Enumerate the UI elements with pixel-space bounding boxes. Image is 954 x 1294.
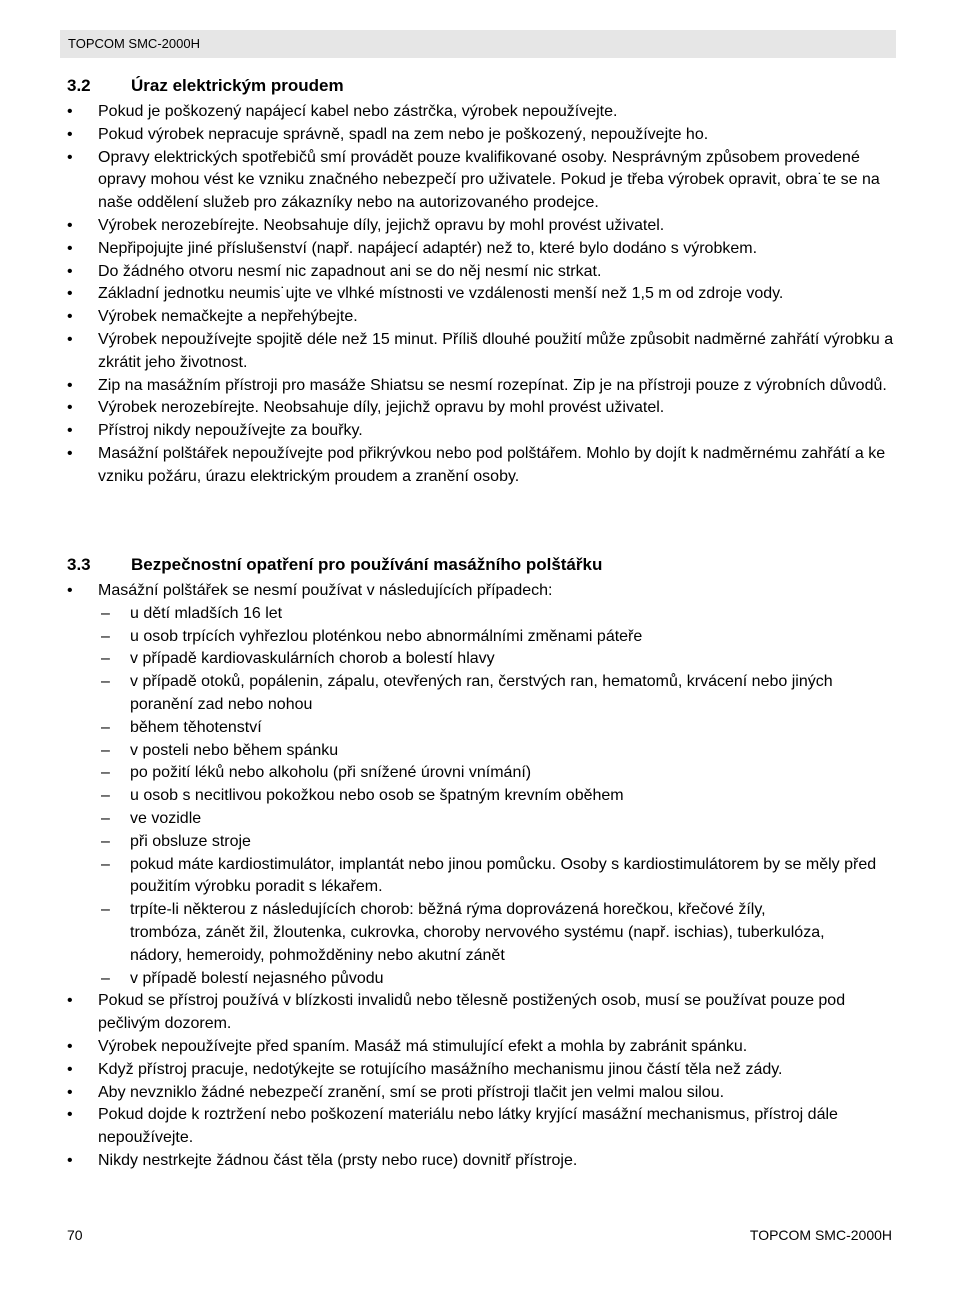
list-item: • Masážní polštářek nepoužívejte pod přikrývkou nebo pod polštářem. Mohlo by dojít k nadměrnému zahřátí a ke vzniku požáru, úrazu elektrickým proudem a zranění osoby. bbox=[67, 443, 897, 489]
sub-list-item: – v případě bolestí nejasného původu bbox=[98, 968, 897, 991]
section-3-2-list bbox=[67, 101, 897, 489]
list-item: • Pokud se přístroj používá v blízkosti invalidů nebo tělesně postižených osob, musí se používat pouze pod pečlivým dozorem. bbox=[67, 990, 897, 1036]
list-item: • Výrobek nerozebírejte. Neobsahuje díly, jejichž opravu by mohl provést uživatel. bbox=[67, 397, 897, 420]
section-number: 3.2 bbox=[67, 76, 91, 95]
list-item: • Aby nevzniklo žádné nebezpečí zranění, smí se proti přístroji tlačit jen velmi malou silou. bbox=[67, 1082, 897, 1105]
list-item: • Opravy elektrických spotřebičů smí provádět pouze kvalifikované osoby. Nesprávným způsobem provedené opravy mohou vést ke vzniku značného nebezpečí pro uživatele. Pokud je třeba výrobek opravit, obra˙te se na naše oddělení služeb pro zákazníky nebo na autorizovaného prodejce. bbox=[67, 147, 897, 215]
list-intro: Masážní polštářek se nesmí používat v následujících případech: bbox=[98, 582, 553, 599]
list-item bbox=[67, 580, 897, 990]
sub-list-item: – u dětí mladších 16 let bbox=[98, 603, 897, 626]
list-item: • Pokud je poškozený napájecí kabel nebo zástrčka, výrobek nepoužívejte. bbox=[67, 101, 897, 124]
list-item: • Pokud výrobek nepracuje správně, spadl na zem nebo je poškozený, nepoužívejte ho. bbox=[67, 124, 897, 147]
list-item: • Výrobek nerozebírejte. Neobsahuje díly, jejichž opravu by mohl provést uživatel. bbox=[67, 215, 897, 238]
sub-list-item: – během těhotenství bbox=[98, 717, 897, 740]
sub-list-item: – ve vozidle bbox=[98, 808, 897, 831]
sub-list-item: – v případě kardiovaskulárních chorob a bolestí hlavy bbox=[98, 648, 897, 671]
list-item: • Výrobek nepoužívejte před spaním. Masáž má stimulující efekt a mohla by zabránit spánku. bbox=[67, 1036, 897, 1059]
list-item: • Do žádného otvoru nesmí nic zapadnout ani se do něj nesmí nic strkat. bbox=[67, 261, 897, 284]
list-item: • Když přístroj pracuje, nedotýkejte se rotujícího masážního mechanismu jinou částí těla než zády. bbox=[67, 1059, 897, 1082]
sub-list-item: – po požití léků nebo alkoholu (při snížené úrovni vnímání) bbox=[98, 762, 897, 785]
sub-list-item: – u osob s necitlivou pokožkou nebo osob se špatným krevním oběhem bbox=[98, 785, 897, 808]
list-item: • Pokud dojde k roztržení nebo poškození materiálu nebo látky kryjící masážní mechanismus, přístroj dále nepoužívejte. bbox=[67, 1104, 897, 1150]
list-item: • Výrobek nemačkejte a nepřehýbejte. bbox=[67, 306, 897, 329]
list-item: • Zip na masážním přístroji pro masáže Shiatsu se nesmí rozepínat. Zip je na přístroji pouze z výrobních důvodů. bbox=[67, 375, 897, 398]
section-title: Bezpečnostní opatření pro používání masážního polštářku bbox=[131, 555, 603, 574]
section-number: 3.3 bbox=[67, 555, 91, 574]
page-header bbox=[60, 30, 896, 58]
footer-title: TOPCOM SMC-2000H bbox=[749, 1227, 892, 1243]
sub-list-item: – u osob trpících vyhřezlou ploténkou nebo abnormálními změnami páteře bbox=[98, 626, 897, 649]
sub-list-item: – v posteli nebo během spánku bbox=[98, 740, 897, 763]
list-item: • Nikdy nestrkejte žádnou část těla (prsty nebo ruce) dovnitř přístroje. bbox=[67, 1150, 897, 1173]
list-item: • Základní jednotku neumis˙ujte ve vlhké místnosti ve vzdálenosti menší než 1,5 m od zdroje vody. bbox=[67, 283, 897, 306]
list-item: • Výrobek nepoužívejte spojitě déle než 15 minut. Příliš dlouhé použití může způsobit nadměrné zahřátí výrobku a zkrátit jeho životnost. bbox=[67, 329, 897, 375]
header-title: TOPCOM SMC-2000H bbox=[68, 36, 200, 51]
contraindication-list bbox=[98, 603, 897, 991]
sub-list-item: – při obsluze stroje bbox=[98, 831, 897, 854]
page-number: 70 bbox=[67, 1227, 83, 1243]
sub-list-item: – trpíte-li některou z následujících chorob: běžná rýma doprovázená horečkou, křečové žíly, trombóza, zánět žil, žloutenka, cukrovka, choroby nervového systému (např. ischias), tuberkulóza, nádory, hemeroidy, pohmožděniny nebo akutní zánět bbox=[98, 899, 897, 967]
section-3-3-list bbox=[67, 580, 897, 1173]
list-item: • Nepřipojujte jiné příslušenství (např. napájecí adaptér) než to, které bylo dodáno s výrobkem. bbox=[67, 238, 897, 261]
section-title: Úraz elektrickým proudem bbox=[131, 76, 344, 95]
sub-list-item: – v případě otoků, popálenin, zápalu, otevřených ran, čerstvých ran, hematomů, krvácení nebo jiných poranění zad nebo nohou bbox=[98, 671, 897, 717]
sub-list-item: – pokud máte kardiostimulátor, implantát nebo jinou pomůcku. Osoby s kardiostimulátorem by se měly před použitím výrobku poradit s lékařem. bbox=[98, 854, 897, 900]
list-item: • Přístroj nikdy nepoužívejte za bouřky. bbox=[67, 420, 897, 443]
